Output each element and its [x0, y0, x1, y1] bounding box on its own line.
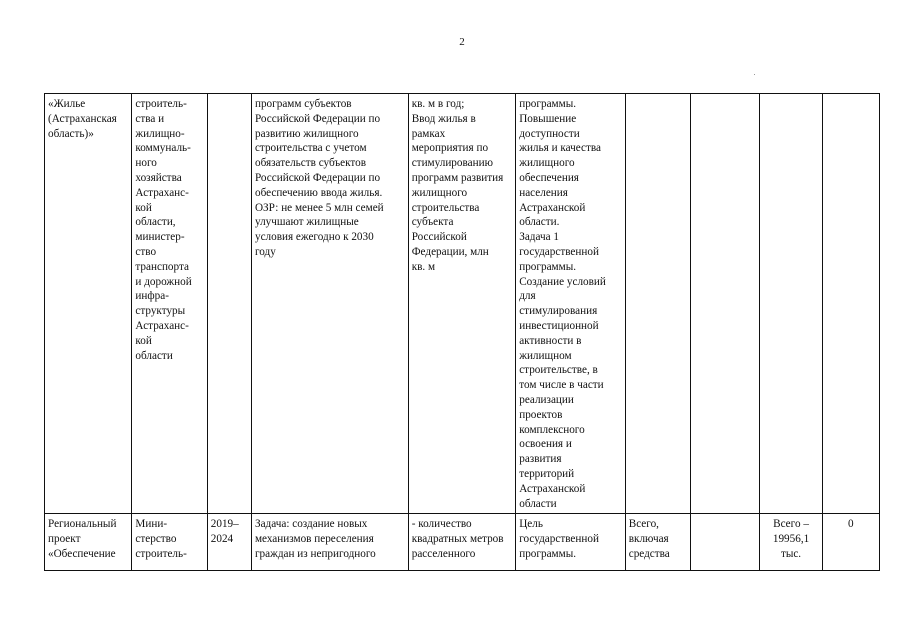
table-cell [822, 94, 879, 514]
program-table [44, 93, 880, 571]
table-cell [625, 94, 690, 514]
table-cell: Всего – 19956,1 тыс. [760, 514, 822, 571]
table-cell: программы. Повышение доступности жилья и качества жилищного обеспечения населения Астраханской области. Задача 1 государственной программы. Создание условий для стимулирования инвестиционной активности в жилищном строительстве, в том числе в части реализации проектов комплексного освоения и развития территорий Астраханской области [516, 94, 626, 514]
scan-speck [754, 74, 755, 75]
table-cell: - количество квадратных метров расселенного [408, 514, 516, 571]
table-cell [691, 514, 760, 571]
table-cell: 0 [822, 514, 879, 571]
table-cell: «Жилье (Астраханская область)» [45, 94, 132, 514]
table-cell: Региональный проект «Обеспечение [45, 514, 132, 571]
table-cell: кв. м в год; Ввод жилья в рамках мероприятия по стимулированию программ развития жилищного строительства субъекта Российской Федерации, млн кв. м [408, 94, 516, 514]
table-cell [207, 94, 251, 514]
table-cell: Задача: создание новых механизмов переселения граждан из непригодного [251, 514, 408, 571]
page-number: 2 [459, 36, 465, 48]
table-cell: Всего, включая средства [625, 514, 690, 571]
table-cell: программ субъектов Российской Федерации по развитию жилищного строительства с учетом обязательств субъектов Российской Федерации по обеспечению ввода жилья. ОЗР: не менее 5 млн семей улучшают жилищные условия ежегодно к 2030 году [251, 94, 408, 514]
table-cell: Цель государственной программы. [516, 514, 626, 571]
table-cell [691, 94, 760, 514]
table-cell: 2019– 2024 [207, 514, 251, 571]
table-cell: Мини- стерство строитель- [132, 514, 207, 571]
table-row [45, 514, 880, 571]
table-cell [760, 94, 822, 514]
table-row [45, 94, 880, 514]
table-cell: строитель- ства и жилищно- коммуналь- ного хозяйства Астраханс- кой области, министер- ство транспорта и дорожной инфра- структуры Астраханс- кой области [132, 94, 207, 514]
